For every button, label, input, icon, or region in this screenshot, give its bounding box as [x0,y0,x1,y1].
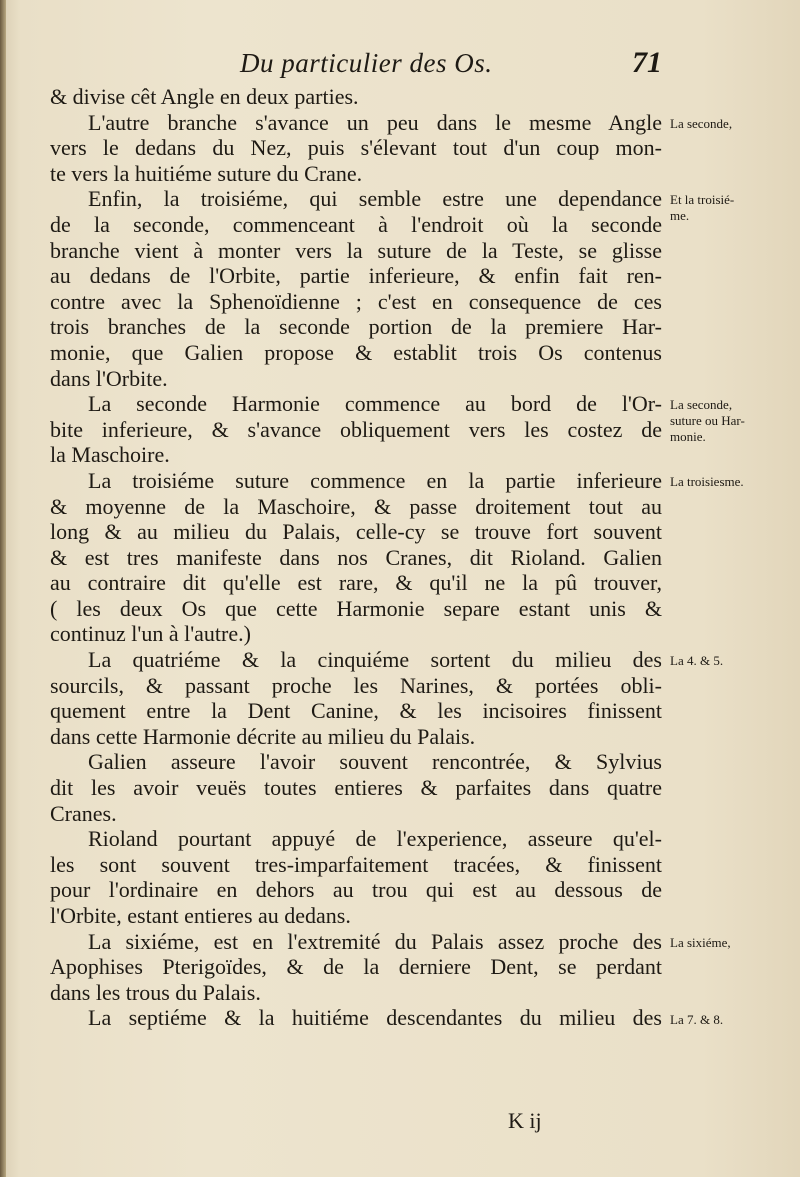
margin-note [670,192,734,224]
margin-note [670,1012,723,1028]
text-line: l'Orbite, estant entieres au dedans. [50,903,351,928]
margin-notes [670,0,795,1177]
margin-note-line: La 7. & 8. [670,1011,724,1027]
text-line: continuz l'un à l'autre.) [50,621,251,647]
text-line: au contraire dit qu'elle est rare, & qu'il ne la pû trouver, [50,570,662,596]
text-line: Cranes. [50,800,117,826]
text-line: trois branches de la seconde portion de la premiere Har- [50,314,662,340]
text-line: vers le dedans du Nez, puis s'élevant tout d'un coup mon- [50,135,662,161]
text-line: sourcils, & passant proche les Narines, & portées obli- [50,672,662,698]
text-line: quement entre la Dent Canine, & les incisoires finissent [50,698,662,724]
page-binding-edge [0,0,6,1177]
margin-note [670,935,731,951]
margin-note-line: La seconde, [670,397,733,413]
text-line: contre avec la Sphenoïdienne ; c'est en consequence de ces [50,288,662,314]
text-line: La sixiéme, est en l'extremité du Palais assez proche des [88,928,662,954]
margin-note [670,474,744,490]
text-line: Galien asseure l'avoir souvent rencontrée, & Sylvius [88,749,662,775]
text-line: L'autre branche s'avance un peu dans le mesme Angle [88,109,662,135]
text-line: la Maschoire. [50,442,170,468]
text-line: Rioland pourtant appuyé de l'experience, asseure qu'el- [88,826,662,852]
margin-note-line: La troisiesme. [670,474,744,489]
text-line: La septiéme & la huitiéme descendantes du milieu des [88,1005,662,1031]
text-line: La troisiéme suture commence en la partie inferieure [88,467,662,493]
text-line: & divise cêt Angle en deux parties. [50,84,359,109]
margin-note-line: monie. [670,429,706,445]
running-title: Du particulier des Os. [240,48,493,78]
text-line: La seconde Harmonie commence au bord de l'Or- [88,391,662,417]
text-line: dans les trous du Palais. [50,979,261,1005]
margin-note-line: La seconde, [670,115,733,131]
page-number: 71 [632,46,662,79]
margin-note-line: La 4. & 5. [670,653,724,669]
margin-note-line: Et la troisié- [670,192,735,208]
text-line: monie, que Galien propose & establit trois Os contenus [50,339,662,365]
text-line: dans cette Harmonie décrite au milieu du Palais. [50,723,476,749]
text-line: dit les avoir veuës toutes entieres & parfaites dans quatre [50,775,662,801]
body-text [50,84,662,1031]
text-line: & est tres manifeste dans nos Cranes, dit Rioland. Galien [50,544,662,570]
text-line: au dedans de l'Orbite, partie inferieure, & enfin fait ren- [50,263,662,289]
text-line: La quatriéme & la cinquiéme sortent du milieu des [88,647,662,673]
text-line: de la seconde, commenceant à l'endroit où la seconde [50,211,662,237]
text-line: Apophises Pterigoïdes, & de la derniere Dent, se perdant [50,954,662,980]
margin-note-line: La sixiéme, [670,934,731,950]
signature-mark: K ij [508,1108,542,1133]
text-line: te vers la huitiéme suture du Crane. [50,160,363,186]
text-line: long & au milieu du Palais, celle-cy se trouve fort souvent [50,519,662,545]
text-line: dans l'Orbite. [50,365,168,391]
text-line: bite inferieure, & s'avance obliquement vers les costez de [50,416,662,442]
text-line: Enfin, la troisiéme, qui semble estre une dependance [88,186,662,212]
margin-note-line: suture ou Har- [670,413,745,429]
margin-note [670,397,745,445]
text-line: les sont souvent tres-imparfaitement tracées, & finissent [50,851,662,877]
margin-note [670,653,723,669]
page-footer [0,1108,800,1138]
text-line: pour l'ordinaire en dehors au trou qui est au dessous de [50,877,662,903]
text-line: & moyenne de la Maschoire, & passe droitement tout au [50,493,662,519]
text-line: ( les deux Os que cette Harmonie separe estant unis & [50,595,662,621]
margin-note-line: me. [670,208,690,224]
text-line: branche vient à monter vers la suture de la Teste, se glisse [50,237,662,263]
margin-note [670,116,732,132]
